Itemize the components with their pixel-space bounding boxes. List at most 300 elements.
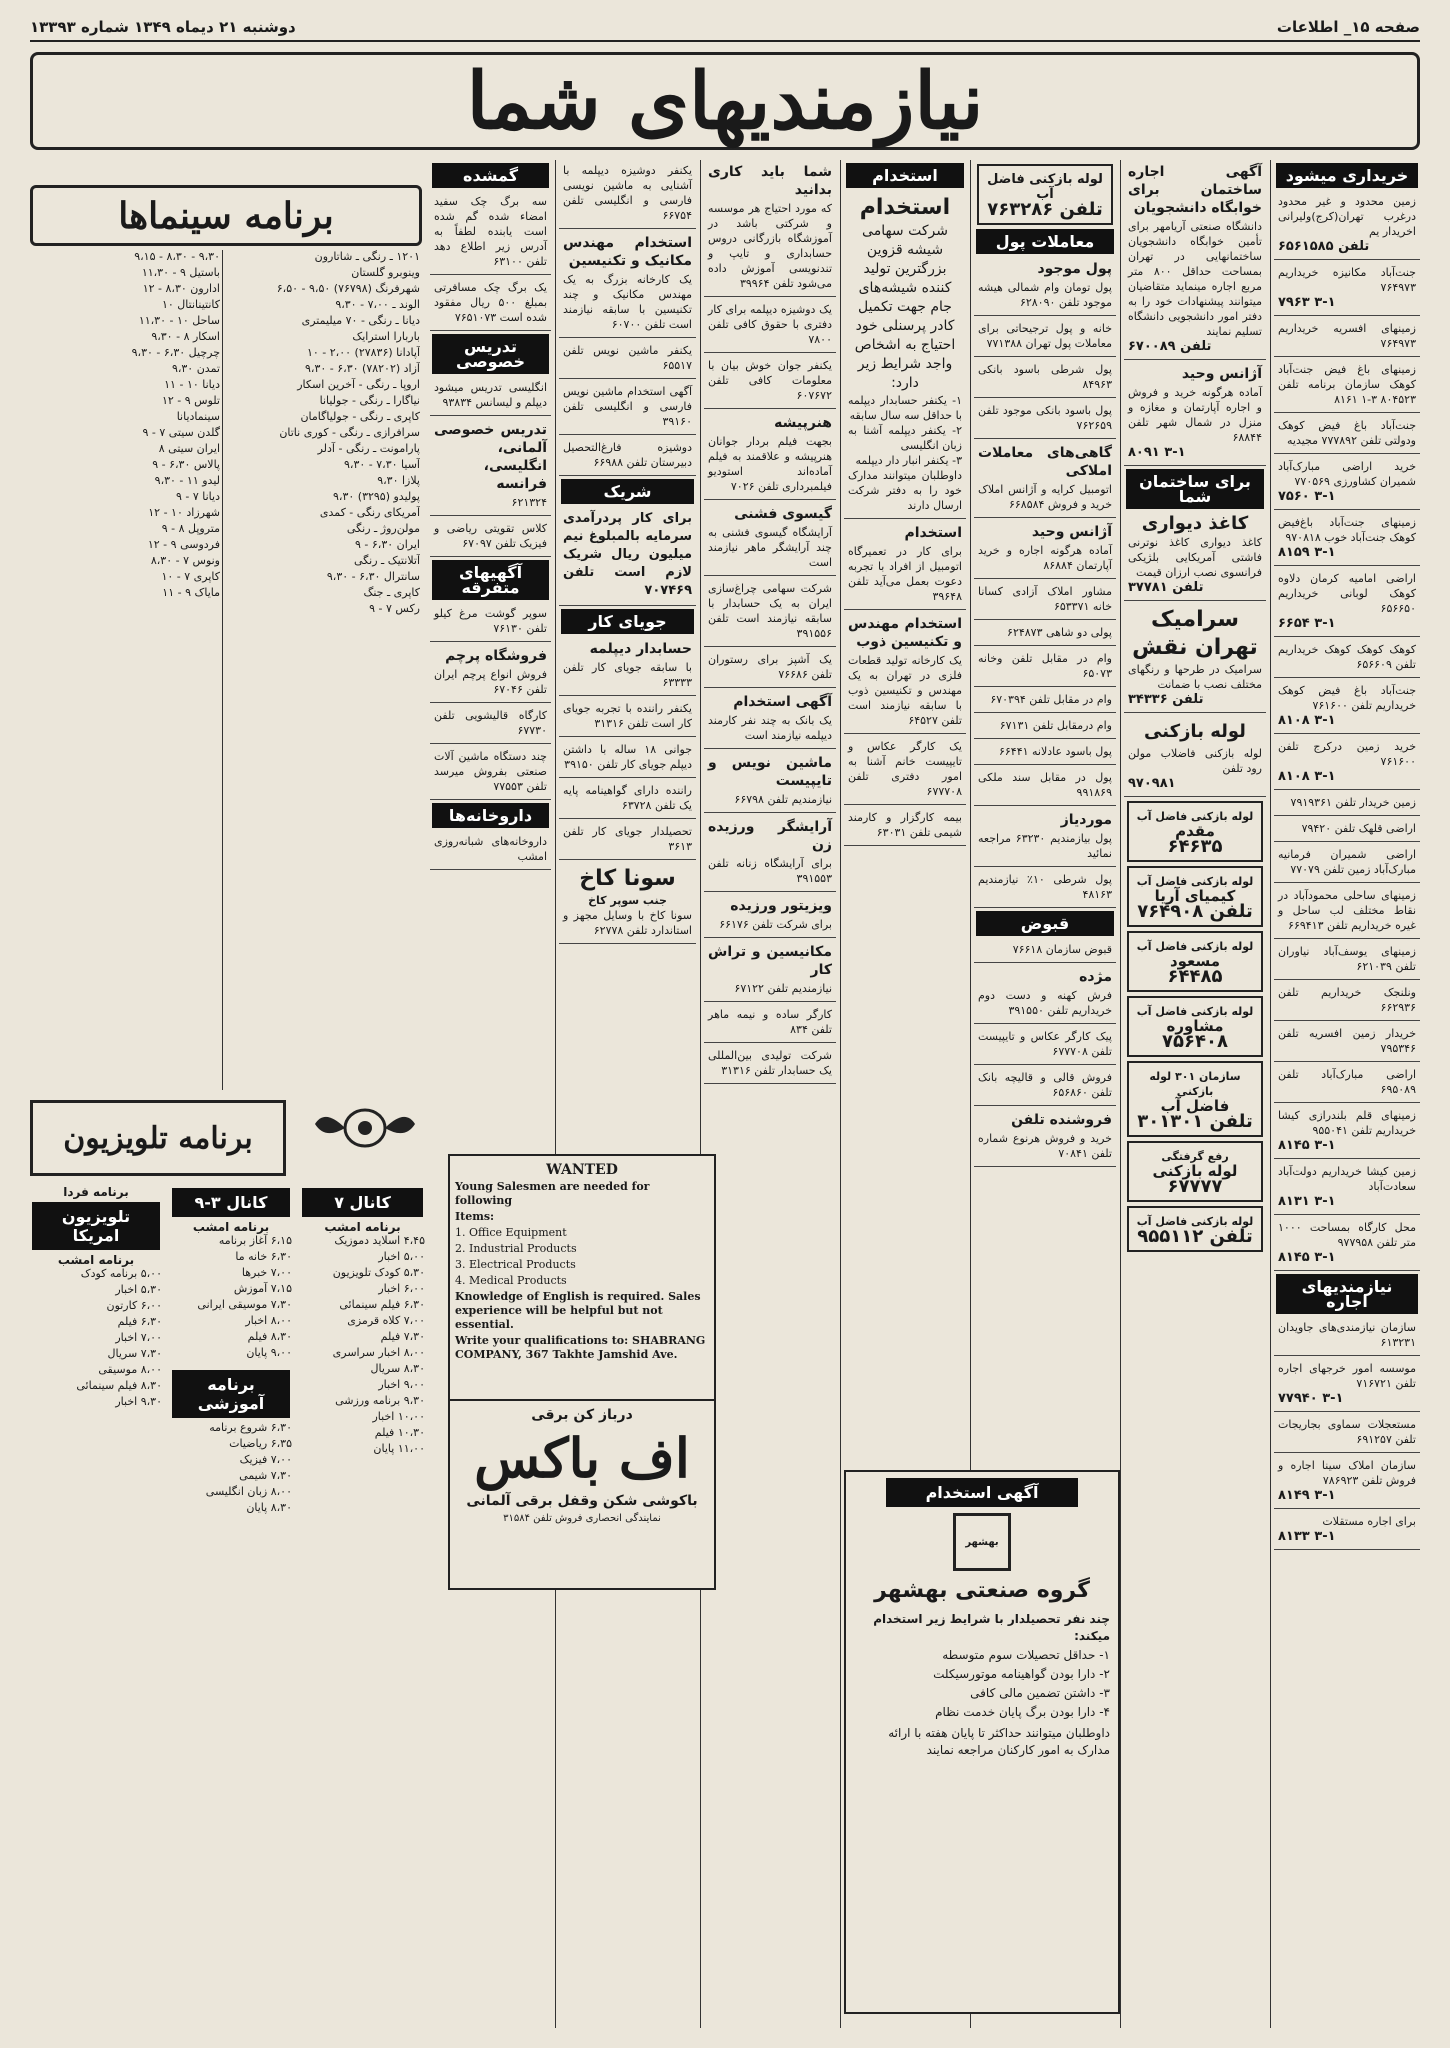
ad-text: یک کارگر عکاس و تایپیست خانم آشنا به امور دفتری تلفن ۶۷۷۷۰۸	[848, 740, 962, 798]
classified-ad	[974, 318, 1116, 357]
classified-ad	[974, 622, 1116, 646]
ad-text: کارگاه قالیشویی تلفن ۶۷۷۳۰	[434, 709, 547, 737]
listing-line: آزاد (۷۸۲۰۲) ۶،۳۰ - ۹،۳۰	[305, 362, 420, 375]
classified-ad	[430, 705, 551, 744]
classified-ad	[559, 698, 696, 737]
ad-text: نیازمندیم تلفن ۶۷۱۲۲	[734, 982, 832, 995]
ad-phone: ۳-۱ ۸۱۰۸	[1278, 713, 1336, 728]
listing-line: گلدن سیتی ۷ - ۹	[142, 426, 220, 439]
box-sub: مسعود	[1169, 952, 1221, 970]
ad-text: یک کارخانه بزرگ به یک مهندس مکانیک و چند تکنیسین با سابقه نیازمند است تلفن ۶۰۷۰۰	[563, 273, 692, 331]
ad-text: پول شرطی ۱۰٪ نیازمندیم ۴۸۱۶۳	[978, 873, 1112, 901]
box-phone: تلفن ۳۰۱۳۰۱	[1137, 1111, 1253, 1132]
listing-line: ۱۰،۰۰ اخبار	[372, 1410, 425, 1423]
classified-ad	[704, 1004, 836, 1043]
ad-text: راننده دارای گواهینامه پایه یک تلفن ۶۳۷۲۸	[563, 784, 692, 812]
ad-text: زمین کیشا خریداریم دولت‌آباد سعادت‌آباد	[1278, 1165, 1416, 1193]
listing-line: ۷،۰۰ خبرها	[241, 1266, 292, 1279]
ad-title: مژده	[1079, 969, 1112, 985]
tv-channel39: کانال ۳-۹ برنامه امشب ۶،۱۵ آغاز برنامه ۶،۳۰ خانه ما ۷،۰۰ خبرها ۷،۱۵ آموزش ۷،۳۰ موسیقی ایرانی ۸،۰۰ اخبار ۸،۳۰ فیلم ۹،۰۰ پایان برنامه آموزشی ۶،۳۰ شروع برنامه ۶،۳۵ ریاضیات ۷،۰۰ فیزیک ۷،۳۰ شیمی ۸،۰۰ زبان انگلیسی ۸،۳۰ پایان	[170, 1185, 292, 2005]
listing-line: ۸،۳۰ سریال	[370, 1362, 425, 1375]
ad-text: شرکت تولیدی بین‌المللی یک حسابدار تلفن ۳۱۳۱۶	[708, 1049, 832, 1077]
ad-sona: سونا کاخ جنب سوپر کاخ سونا کاخ با وسایل مجهز و استاندارد تلفن ۶۲۷۷۸	[559, 862, 696, 944]
box-phone: ۶۴۴۸۵	[1167, 966, 1223, 987]
ad-text: یک آشپز برای رستوران تلفن ۷۶۶۸۶	[708, 653, 832, 681]
classified-ad	[1274, 456, 1420, 510]
tv-america: برنامه فردا تلویزیون امریکا برنامه امشب ۵،۰۰ برنامه کودک ۵،۳۰ اخبار ۶،۰۰ کارتون ۶،۳۰ فیلم ۷،۰۰ اخبار ۷،۳۰ سریال ۸،۰۰ موسیقی ۸،۳۰ فیلم سینمائی ۹،۳۰ اخبار	[30, 1185, 162, 2005]
ad-behshahr: آگهی استخدام بهشهر گروه صنعتی بهشهر چند نفر تحصیلدار با شرایط زیر استخدام میکند: ۱- حداقل تحصیلات سوم متوسطه ۲- دارا بودن گواهینامه موتورسیکلت ۳- داشتن تضمین مالی کافی ۴- دارا بودن برگ پایان خدمت نظام داوطلبان میتوانند حداکثر تا پایان هفته با ارائه مدارک به امور کارکنان مراجعه نمایند	[844, 1470, 1120, 2014]
classified-ad	[704, 690, 836, 749]
classified-ad	[844, 612, 966, 734]
ad-text: با سابقه جویای کار تلفن ۶۳۳۳۳	[563, 661, 692, 689]
classified-ad	[704, 355, 836, 409]
listing-line: نیاگارا ـ رنگی - جولیانا	[319, 394, 420, 407]
ad-ceramic: سرامیک تهران نقش سرامیک در طرحها و رنگهای مختلف نصب با ضمانت تلفن ۳۴۳۳۶	[1124, 603, 1266, 713]
classified-ad	[974, 359, 1116, 398]
ad-text: خرید اراضی مبارک‌آباد شمیران کشاورزی ۷۷۰۵۶۹	[1278, 460, 1416, 488]
listing-line: ۱۱،۰۰ پایان	[373, 1442, 425, 1455]
ad-text: جنت‌آباد مکانیزه خریداریم ۷۶۴۹۷۳	[1278, 266, 1416, 294]
listing-line: ۸،۳۰ پایان	[246, 1501, 292, 1514]
classified-ad	[974, 689, 1116, 713]
ad-text: یک دوشیزه دیپلمه برای کار دفتری با حقوق کافی تلفن ۷۸۰۰	[708, 303, 832, 346]
listing-line: ۸،۳۰ فیلم	[247, 1330, 292, 1343]
column-rule	[700, 160, 701, 2028]
listing-line: ۶،۳۰ شروع برنامه	[209, 1421, 292, 1434]
tv-title: برنامه تلویزیون	[30, 1100, 286, 1176]
tutoring-ads	[430, 377, 551, 557]
listing-line: ۷،۰۰ فیزیک	[239, 1453, 292, 1466]
ad-phone: ۳-۱ ۷۵۶۰	[1278, 489, 1336, 504]
listing-line: ادارون ۸،۳۰ - ۱۲	[142, 282, 220, 295]
classified-ad	[974, 808, 1116, 867]
section-banner-rent: نیازمندیهای اجاره	[1276, 1274, 1418, 1314]
ad-dorm-rent: آگهی اجاره ساختمان برای خوابگاه دانشجویان دانشگاه صنعتی آریامهر برای تأمین خوابگاه دانشجویان ساختمانهایی در تهران بمساحت حداقل ۸۰۰ متر مربع اجاره مینماید متقاضیان میتوانند پیشنهادات خود را به دفتر امور دانشجویی دانشگاه تسلیم نمایند تلفن ۶۷۰۰۸۹	[1124, 160, 1266, 360]
classified-ad	[430, 277, 551, 331]
classified-ad	[1274, 1358, 1420, 1412]
ad-text: شرکت سهامی چراغ‌سازی ایران به یک حسابدار با سابقه نیازمند است تلفن ۳۹۱۵۵۶	[708, 582, 832, 640]
classified-ad	[1274, 1064, 1420, 1103]
classified-ad	[1274, 792, 1420, 816]
classified-ad	[974, 400, 1116, 439]
behshahr-logo: بهشهر	[953, 1513, 1011, 1571]
ad-text: محل کارگاه بمساحت ۱۰۰۰ متر تلفن ۹۷۷۹۵۸	[1278, 1221, 1416, 1249]
ad-title: تدریس خصوصی آلمانی، انگلیسی، فرانسه	[434, 422, 547, 492]
ad-text: زمینهای افسریه خریداریم ۷۶۴۹۷۳	[1278, 322, 1416, 350]
listing-line: باربارا استرایک	[352, 330, 420, 343]
listing-line: کاپری ۷ - ۱۰	[161, 570, 220, 583]
cinema-title: برنامه سینماها	[30, 185, 422, 246]
section-banner-misc: آگهیهای متفرقه	[432, 560, 549, 600]
listing-line: وینوبرو گلستان	[351, 266, 420, 279]
listing-line: ونوس ۷ - ۸،۳۰	[150, 554, 220, 567]
issue-date: دوشنبه ۲۱ دیماه ۱۳۴۹ شماره ۱۳۳۹۳	[30, 18, 296, 36]
ad-phone: ۳-۱ ۷۷۹۴۰	[1278, 1391, 1344, 1406]
section-banner-pharmacy: داروخانه‌ها	[432, 803, 549, 828]
listing-line: ۹،۳۰ اخبار	[115, 1395, 162, 1408]
listing-line: چرچیل ۶،۳۰ - ۹،۳۰	[131, 346, 220, 359]
listing-line: ۴،۴۵ اسلاید دموزیک	[334, 1234, 425, 1247]
classified-ad	[559, 739, 696, 778]
listing-line: اروپا ـ رنگی - آخرین اسکار	[297, 378, 420, 391]
listing-line: ۷،۳۰ شیمی	[239, 1469, 292, 1482]
ad-text: مستعجلات سماوی بجاریجات تلفن ۶۹۱۲۵۷	[1278, 1418, 1416, 1446]
classified-ad	[1274, 191, 1420, 260]
page-header	[30, 14, 1420, 42]
classified-ad	[1274, 1511, 1420, 1550]
box-title: لوله بازکنی فاضل آب	[1136, 875, 1254, 888]
box-title: لوله بازکنی فاضل آب	[1136, 940, 1254, 953]
listing-line: ۹،۰۰ اخبار	[378, 1378, 425, 1391]
ad-text: فروش قالی و قالیچه بانک تلفن ۶۵۶۸۶۰	[978, 1071, 1112, 1099]
classified-ad	[1274, 736, 1420, 790]
ad-phone: ۳-۱ ۸۱۰۸	[1278, 769, 1336, 784]
listing-line: ۵،۳۰ اخبار	[115, 1283, 162, 1296]
box-title: لوله بازکنی فاضل آب	[1136, 1005, 1254, 1018]
classified-ad	[1274, 1414, 1420, 1453]
classified-ad	[1274, 844, 1420, 883]
ad-text: خرید و فروش هرنوع شماره تلفن ۷۰۸۴۱	[978, 1132, 1112, 1160]
ad-phone: تلفن ۶۵۶۱۵۸۵	[1278, 239, 1370, 254]
ad-afbox: درباز کن برقی اف باکس باکوشی شکن وقفل برقی آلمانی نمایندگی انحصاری فروش تلفن ۳۱۵۸۴	[448, 1399, 716, 1590]
ad-text: پول شرطی باسود بانکی ۸۴۹۶۳	[978, 363, 1112, 391]
listing-line: فردوسی ۹ - ۱۲	[147, 538, 220, 551]
classified-ad	[974, 869, 1116, 908]
column-rule	[1120, 160, 1121, 2028]
ad-text: که مورد احتیاج هر موسسه و شرکتی باشد در آموزشگاه بازرگانی دروس حسابداری و تایپ و تندنویسی آموزش داده می‌شود تلفن ۳۹۹۶۴	[708, 202, 832, 290]
box-phone: ۶۷۷۷۷	[1167, 1176, 1223, 1197]
listing-line: ۹،۰۰ پایان	[246, 1346, 292, 1359]
listing-line: سانترال ۶،۳۰ - ۹،۳۰	[326, 570, 420, 583]
classified-ad	[704, 299, 836, 353]
listing-line: ۶،۰۰ اخبار	[378, 1282, 425, 1295]
ad-wallpaper: کاغذ دیواری کاغذ دیواری کاغذ نوترنی فاشتی آمریکایی بلژیکی فرانسوی نصب ارزان قیمت تلفن ۳۷۷۸۱	[1124, 512, 1266, 601]
listing-line: مایاک ۹ - ۱۱	[162, 586, 220, 599]
classified-ad	[974, 767, 1116, 806]
listing-line: شهرزاد ۱۰ - ۱۲	[148, 506, 220, 519]
plumbing-box-ad	[1127, 931, 1263, 992]
box-phone: تلفن ۹۵۵۱۱۲	[1137, 1226, 1253, 1247]
classified-ad	[430, 518, 551, 557]
classified-ad	[430, 746, 551, 800]
listing-line: ۶،۰۰ کارتون	[106, 1299, 162, 1312]
ad-vahid-agency: آژانس وحید آماده هرگونه خرید و فروش و اجاره آپارتمان و مغازه و منزل در شمال شهر تلفن ۶۸۸۴۴ ۳-۱ ۸۰۹۱	[1124, 362, 1266, 466]
ad-title: حسابدار دیپلمه	[589, 641, 692, 657]
listing-line: پولیدو (۳۲۹۵) ۹،۳۰	[332, 490, 420, 503]
listing-line: ۷،۳۰ موسیقی ایرانی	[197, 1298, 292, 1311]
ad-text: چند دستگاه ماشین آلات صنعتی بفروش میرسد تلفن ۷۷۵۵۳	[434, 750, 547, 793]
classified-ad	[1274, 982, 1420, 1021]
ad-text: سازمان نیازمندی‌های جاویدان ۶۱۳۲۳۱	[1278, 1321, 1416, 1349]
column-lost	[430, 160, 551, 1160]
ad-text: زمین محدود و غیر محدود درغرب تهران(کرج)ولیرانی اخریدار یم	[1278, 195, 1416, 238]
classified-ad	[704, 1045, 836, 1084]
cinema-list-left	[30, 250, 220, 1090]
ad-text: زمینهای باغ فیض جنت‌آباد کوهک سازمان برنامه تلفن ۸۰۴۵۲۳ ۳-۱ ۸۱۶۱	[1278, 363, 1416, 406]
classified-ad	[559, 821, 696, 860]
box-sub: کیمیای آریا	[1154, 887, 1236, 905]
misc-hire-ads	[559, 160, 696, 476]
classified-ad	[1274, 1217, 1420, 1271]
column-partner	[559, 160, 696, 2028]
listing-line: تمدن ۹،۳۰	[171, 362, 220, 375]
listing-line: ۶،۳۰ خانه ما	[235, 1250, 292, 1263]
ad-text: سازمان املاک سینا اجاره و فروش تلفن ۷۸۶۹۲۳	[1278, 1459, 1416, 1487]
classified-ad	[844, 521, 966, 610]
ad-text: آگهی استخدام ماشین نویس فارسی و انگلیسی تلفن ۳۹۱۶۰	[563, 385, 692, 428]
box-sub: مشاوره	[1166, 1017, 1224, 1035]
classified-ad	[974, 581, 1116, 620]
ad-text: اراضی شمیران فرمانیه مبارک‌آباد زمین تلفن ۷۷۰۷۹	[1278, 848, 1416, 876]
ad-title: فروشگاه پرچم	[445, 648, 547, 664]
ad-text: فرش کهنه و دست دوم خریداریم تلفن ۳۹۱۵۵۰	[978, 989, 1112, 1017]
ad-text: یک بانک به چند نفر کارمند دیپلمه نیازمند است	[708, 714, 832, 742]
ad-text: اراضی امامیه کرمان دلاوه کوهک لوبانی خریداریم ۶۵۶۶۵۰	[1278, 572, 1416, 615]
classified-ad	[559, 231, 696, 338]
classified-ad	[704, 649, 836, 688]
column-rule	[1270, 160, 1271, 2028]
ad-title: استخدام	[904, 525, 962, 541]
classified-ad	[974, 1067, 1116, 1106]
listing-line: ۸،۰۰ اخبار سراسری	[332, 1346, 425, 1359]
box-title: لوله بازکنی فاضل آب	[1136, 1215, 1254, 1228]
ad-text: وام در مقابل تلفن وخانه ۶۵۰۷۳	[978, 652, 1112, 680]
classified-ad	[559, 160, 696, 229]
masthead: نیازمندیهای شما	[30, 52, 1420, 150]
ad-plumbing: لوله بازکنی لوله بازکنی فاضلاب مولن رود تلفن ۹۷۰۹۸۱	[1124, 715, 1266, 797]
listing-line: ۸،۰۰ موسیقی	[98, 1363, 162, 1376]
money-ads	[974, 257, 1116, 908]
page-label: صفحه ۱۵_ اطلاعات	[1276, 18, 1420, 36]
buy-ads	[1274, 191, 1420, 1271]
classified-ad	[1274, 1105, 1420, 1159]
ad-text: جنت‌آباد باغ فیض کوهک ودولتی تلفن ۷۷۷۸۹۲ مجیدیه	[1278, 419, 1416, 447]
misc-ads	[430, 603, 551, 800]
classified-ad	[1274, 1317, 1420, 1356]
ad-text: یک کارخانه تولید قطعات فلزی در تهران به یک مهندس و تکنیسین ذوب با سابقه نیازمند است تلفن ۶۴۵۲۷	[848, 654, 962, 727]
ad-text: ونلنجک خریداریم تلفن ۶۶۲۹۳۶	[1278, 986, 1416, 1014]
column-jobs	[704, 160, 836, 2028]
plumbing-box-ad	[1127, 1206, 1263, 1252]
ad-title: ویزیتور ورزیده	[730, 898, 832, 914]
ad-phone: ۳-۱ ۸۱۴۵	[1278, 1138, 1336, 1153]
ad-partner: برای کار پردرآمدی سرمایه بالمبلوغ نیم میلیون ریال شریک لازم است تلفن ۷۰۷۴۶۹	[559, 507, 696, 606]
classified-ad	[430, 191, 551, 275]
ad-text: وام در مقابل تلفن ۶۷۰۳۹۴	[990, 693, 1112, 706]
listing-line: اسکار ۸ - ۹،۳۰	[151, 330, 220, 343]
classified-ad	[974, 741, 1116, 765]
listing-line: متروپل ۸ - ۹	[161, 522, 220, 535]
section-banner-hiring: استخدام	[846, 163, 964, 188]
ad-text: کارگر ساده و نیمه ماهر تلفن ۸۳۴	[708, 1008, 832, 1036]
listing-line: مولن‌روژ ـ رنگی	[346, 522, 420, 535]
listing-line: ۵،۰۰ اخبار	[378, 1250, 425, 1263]
ad-text: تحصیلدار جویای کار تلفن ۳۶۱۳	[563, 825, 692, 853]
classified-ad	[559, 637, 696, 696]
listing-line: ۹،۳۰ برنامه ورزشی	[335, 1394, 425, 1407]
ad-text: خرید زمین درکرج تلفن ۷۶۱۶۰۰	[1278, 740, 1416, 768]
classified-ad	[704, 815, 836, 892]
classified-ad	[1274, 1023, 1420, 1062]
ad-title: آرایشگر ورزیده زن	[708, 819, 832, 853]
listing-line: ۵،۰۰ برنامه کودک	[80, 1267, 162, 1280]
ad-text: قبوض سازمان ۷۶۶۱۸	[1012, 943, 1112, 956]
box-title: لوله بازکنی فاضل آب	[1136, 810, 1254, 823]
ad-text: جوانی ۱۸ ساله با داشتن دیپلم جویای کار تلفن ۳۹۱۵۰	[563, 743, 692, 771]
listing-line: دیانا ۷ - ۹	[175, 490, 220, 503]
listing-line: شهرفرنگ (۷۶۷۹۸) ۹،۵۰ - ۶،۵۰	[276, 282, 420, 295]
ad-text: وام درمقابل تلفن ۶۷۱۳۱	[999, 719, 1112, 732]
plumbing-boxes	[1124, 801, 1266, 1252]
ad-title: استخدام مهندس و تکنیسین ذوب	[848, 616, 962, 650]
classified-ad	[974, 257, 1116, 316]
ad-text: مشاور املاک آزادی کسانا خانه ۶۵۳۳۷۱	[978, 585, 1112, 613]
ad-text: بیمه کارگزار و کارمند شیمی تلفن ۶۳۰۳۱	[848, 811, 962, 839]
classified-ad	[704, 160, 836, 297]
ad-text: اراضی قلهک تلفن ۷۹۴۲۰	[1301, 822, 1416, 835]
listing-line: آتلانتیک ـ رنگی	[353, 554, 420, 567]
classified-ad	[1274, 818, 1420, 842]
ad-phone: ۳-۱ ۷۹۶۳	[1278, 295, 1336, 310]
listing-line: آپادانا (۲۷۸۳۶) ۲،۰۰ - ۱۰	[306, 346, 420, 359]
classified-ad	[1274, 512, 1420, 566]
ad-text: برای آرایشگاه زنانه تلفن ۳۹۱۵۵۳	[708, 857, 832, 885]
classified-ad	[974, 441, 1116, 518]
classified-ad	[704, 502, 836, 576]
ad-text: زمینهای جنت‌آباد باغ‌فیض کوهک جنت‌آباد خوب ۹۷۰۸۱۸	[1278, 516, 1416, 544]
classified-ad	[1274, 1161, 1420, 1215]
ad-text: یکنفر ماشین نویس تلفن ۶۵۵۱۷	[563, 344, 692, 372]
plumbing-box-ad	[1127, 1061, 1263, 1137]
classified-ad	[1274, 639, 1420, 678]
ad-text: آرایشگاه گیسوی فشنی به چند آرایشگر ماهر نیازمند است	[708, 526, 832, 569]
listing-line: سینمادیانا	[176, 410, 220, 423]
classified-ad	[1274, 1455, 1420, 1509]
ad-text: فروش انواع پرچم ایران تلفن ۶۷۰۴۶	[434, 668, 547, 696]
classified-ad	[1274, 885, 1420, 939]
section-banner-partner: شریک	[561, 479, 694, 504]
section-banner-buy: خریداری میشود	[1276, 163, 1418, 188]
classified-ad	[430, 603, 551, 642]
classified-ad	[430, 644, 551, 703]
listing-line: رکس ۷ - ۹	[369, 602, 420, 615]
classified-ad	[430, 418, 551, 516]
ad-text: کلاس تقویتی ریاضی و فیزیک تلفن ۶۷۰۹۷	[434, 522, 547, 550]
ad-title: شما باید کاری بدانید	[708, 164, 832, 198]
box-title: رفع گرفتگی	[1161, 1150, 1229, 1163]
listing-line: ۷،۱۵ آموزش	[233, 1282, 292, 1295]
tv-emblem	[290, 1100, 420, 1170]
ad-qazvin-glass: استخدام شرکت سهامی شیشه قزوین بزرگترین تولید کننده شیشه‌های جام جهت تکمیل کادر پرسنلی خود احتیاج به اشخاص واجد شرایط زیر دارد: ۱- یکنفر حسابدار دیپلمه با حداقل سه سال سابقه ۲- یکنفر دیپلمه آشنا به زبان انگلیسی ۳- یکنفر انبار دار دیپلمه داوطلبان میتوانند مدارک خود را به دفتر شرکت ارسال دارند	[844, 191, 966, 519]
ad-text: برای شرکت تلفن ۶۶۱۷۶	[719, 918, 832, 931]
listing-line: آمریکای رنگی - کمدی	[319, 506, 420, 519]
listing-line: دیانا ۱۰ - ۱۱	[164, 378, 220, 391]
listing-line: ۶،۳۰ فیلم سینمائی	[339, 1298, 425, 1311]
ad-text: یک برگ چک مسافرتی بمبلغ ۵۰۰ ریال مفقود شده است ۷۶۵۱۰۷۳	[434, 281, 548, 324]
classified-ad	[1274, 941, 1420, 980]
ad-pharmacy: داروخانه‌های شبانه‌روزی امشب	[430, 831, 551, 870]
classified-ad	[1274, 318, 1420, 357]
classified-ad	[559, 780, 696, 819]
listing-line: ۸،۰۰ زبان انگلیسی	[205, 1485, 292, 1498]
ad-text: پولی دو شاهی ۶۲۴۸۷۳	[1007, 626, 1112, 639]
classified-ad	[559, 437, 696, 476]
plumbing-box-ad	[1127, 1141, 1263, 1202]
classified-ad	[1274, 680, 1420, 734]
classified-ad	[1274, 568, 1420, 637]
ad-text: کوهک کوهک کوهک خریداریم تلفن ۶۵۶۶۰۹	[1278, 643, 1416, 671]
ad-text: یکنفر دوشیزه دیپلمه با آشنایی به ماشین نویسی فارسی و انگلیسی تلفن ۶۶۷۵۴	[563, 164, 692, 222]
box-phone: ۷۵۶۴۰۸	[1162, 1031, 1228, 1052]
ad-text: دوشیزه فارغ‌التحصیل دبیرستان تلفن ۶۶۹۸۸	[563, 441, 692, 469]
listing-line: کاپری ـ جنگ	[363, 586, 420, 599]
listing-line: پارامونت ـ رنگی - آدلر	[317, 442, 420, 455]
ad-text: بجهت فیلم بردار جوانان هنرپیشه و علاقمند به فیلم آماده‌اند استودیو فیلمبرداری تلفن ۷۰۲۶	[708, 435, 832, 493]
ad-phone: ۳-۱ ۶۶۵۴	[1278, 616, 1336, 631]
ad-title: گاهی‌های معاملات املاکی	[978, 445, 1112, 479]
listing-line: ۷،۳۰ سریال	[107, 1347, 162, 1360]
listing-line: کاپری ـ رنگی - جولیاگامان	[300, 410, 420, 423]
ad-text: موسسه امور خرجهای اجاره تلفن ۷۱۶۷۲۱	[1278, 1362, 1416, 1390]
plumbing-box-ad	[1127, 801, 1263, 862]
ad-text: ۶۲۱۳۲۴	[511, 496, 547, 509]
classified-ad	[974, 520, 1116, 579]
ad-text: اراضی مبارک‌آباد تلفن ۶۹۵۰۸۹	[1278, 1068, 1416, 1096]
ad-text: یکنفر جوان خوش بیان با معلومات کافی تلفن ۶۰۷۶۷۲	[708, 359, 832, 402]
listing-line: ۹،۳۰ - ۸،۳۰ - ۹،۱۵	[134, 250, 220, 263]
listing-line: ساحل ۱۰ - ۱۱،۳۰	[138, 314, 220, 327]
column-rule	[555, 160, 556, 2028]
ad-text: پول بیازمندیم ۶۳۲۳۰ مراجعه نمائید	[978, 832, 1112, 860]
ad-plumbing-box: لوله بازکنی فاضل آب تلفن ۷۶۳۲۸۶	[977, 164, 1113, 225]
listing-line: ۶،۳۰ فیلم	[117, 1315, 162, 1328]
column-rule	[222, 250, 223, 1090]
ad-text: پول باسود بانکی موجود تلفن ۷۶۲۶۵۹	[978, 404, 1112, 432]
classified-ad	[430, 377, 551, 416]
lost-ads	[430, 191, 551, 331]
listing-line: ۷،۳۰ فیلم	[380, 1330, 425, 1343]
classified-ad	[974, 648, 1116, 687]
ad-text: انگلیسی تدریس میشود دیپلم و لیسانس ۹۳۸۳۴	[434, 381, 547, 409]
ad-phone: ۳-۱ ۸۱۳۳	[1278, 1529, 1336, 1544]
section-banner-money: معاملات پول	[976, 229, 1114, 254]
ad-text: پول در مقابل سند ملکی ۹۹۱۸۶۹	[978, 771, 1112, 799]
ad-title: آژانس وحید	[1031, 524, 1112, 540]
ad-text: زمینهای ساحلی محمودآباد در نقاط مختلف لب ساحل و غیره خریداریم تلفن ۶۶۹۴۱۳	[1278, 889, 1416, 932]
job-seeker-ads	[559, 637, 696, 860]
ad-text: آماده هرگونه اجاره و خرید آپارتمان ۸۶۸۸۴	[978, 544, 1112, 572]
ad-text: زمین خریدار تلفن ۷۹۱۹۳۶۱	[1290, 796, 1416, 809]
plumbing-box-ad	[1127, 996, 1263, 1057]
listing-line: باستیل ۹ - ۱۱،۳۰	[141, 266, 220, 279]
job-ads	[704, 160, 836, 1084]
ad-text: سه برگ چک سفید امضاء شده گم شده است یابنده لطفاً به آدرس زیر اطلاع دهد تلفن ۶۳۱۰۰	[434, 195, 547, 268]
listing-line: ایران سیتی ۸	[158, 442, 220, 455]
listing-line: ۱۰،۳۰ فیلم	[374, 1426, 425, 1439]
ad-title: هنرپیشه	[774, 415, 832, 431]
box-phone: تلفن ۷۶۴۹۰۸	[1137, 901, 1253, 922]
listing-line: دیانا ـ رنگی - ۷۰ میلیمتری	[301, 314, 420, 327]
section-banner-tutoring: تدریس خصوصی	[432, 334, 549, 374]
tv-channel7: کانال ۷ برنامه امشب ۴،۴۵ اسلاید دموزیک ۵،۰۰ اخبار ۵،۳۰ کودک تلویزیون ۶،۰۰ اخبار ۶،۳۰ فیلم سینمائی ۷،۰۰ کلاه قرمزی ۷،۳۰ فیلم ۸،۰۰ اخبار سراسری ۸،۳۰ سریال ۹،۰۰ اخبار ۹،۳۰ برنامه ورزشی ۱۰،۰۰ اخبار ۱۰،۳۰ فیلم ۱۱،۰۰ پایان	[300, 1185, 425, 2005]
box-sub: مقدم	[1175, 822, 1215, 840]
ad-title: فروشنده تلفن	[1011, 1112, 1112, 1128]
section-banner-receipts: قبوض	[976, 911, 1114, 936]
column-buy	[1274, 160, 1420, 2028]
classified-ad	[844, 736, 966, 805]
ad-title: استخدام مهندس مکانیک و تکنیسین	[563, 235, 692, 269]
listing-line: ۸،۰۰ اخبار	[245, 1314, 292, 1327]
